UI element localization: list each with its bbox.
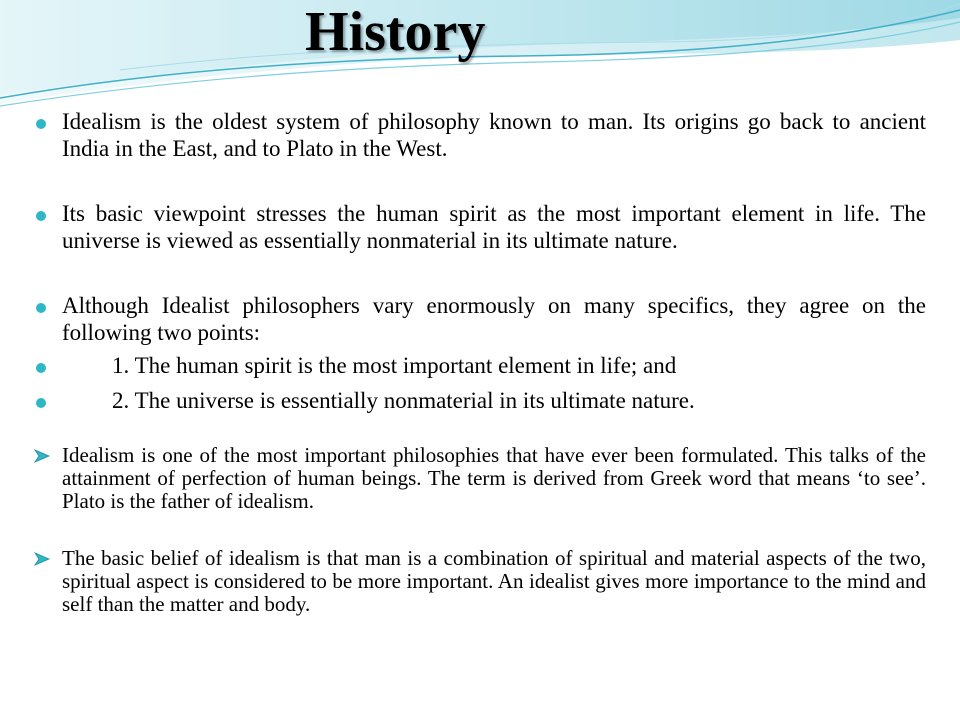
slide-title: History	[305, 1, 486, 63]
list-item-text: Idealism is one of the most important philosophies that have ever been formulated. This talks of the attainment of perfection of human beings. The term is derived from Greek word that means ‘to see’. Plato is the father of idealism.	[62, 443, 926, 513]
list-item-text: Its basic viewpoint stresses the human spirit as the most important element in life. The universe is viewed as essentially nonmaterial in its ultimate nature.	[62, 201, 926, 253]
list-item-text: 2. The universe is essentially nonmaterial in its ultimate nature.	[112, 388, 695, 413]
list-item	[34, 352, 926, 379]
bullet-list	[34, 108, 926, 616]
list-item	[34, 547, 926, 616]
list-item-text: The basic belief of idealism is that man is a combination of spiritual and material aspects of the two, spiritual aspect is considered to be more important. An idealist gives more importance to the mind and self than the matter and body.	[62, 546, 926, 616]
list-item	[34, 108, 926, 162]
list-item-text: Although Idealist philosophers vary enormously on many specifics, they agree on the following two points:	[62, 293, 926, 345]
list-item-text: Idealism is the oldest system of philosophy known to man. Its origins go back to ancient India in the East, and to Plato in the West.	[62, 109, 926, 161]
dot-bullet-icon	[34, 108, 46, 135]
dot-bullet-icon	[34, 352, 46, 379]
list-item	[34, 200, 926, 254]
dot-bullet-icon	[34, 200, 46, 227]
list-item	[34, 444, 926, 513]
list-item	[34, 387, 926, 414]
dot-bullet-icon	[34, 292, 46, 319]
list-item-text: 1. The human spirit is the most important element in life; and	[112, 353, 677, 378]
arrow-bullet-icon	[34, 444, 50, 468]
arrow-bullet-icon	[34, 547, 50, 571]
list-item	[34, 292, 926, 346]
dot-bullet-icon	[34, 387, 46, 414]
